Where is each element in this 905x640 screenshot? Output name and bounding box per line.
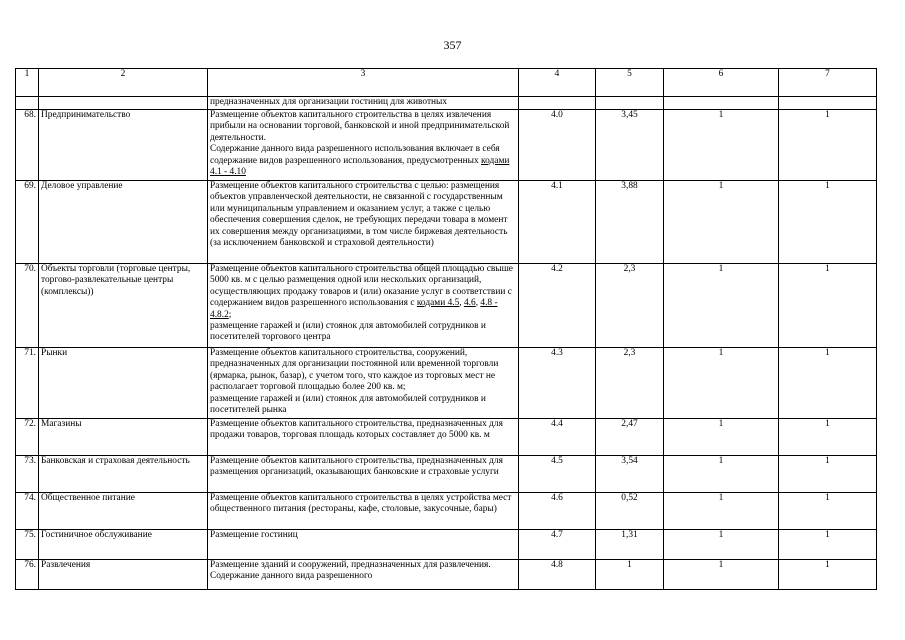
row-col7-cell: 1 xyxy=(779,493,877,530)
row-number-cell: 72. xyxy=(16,419,39,456)
row-code-cell: 4.7 xyxy=(519,530,596,560)
row-description-cell xyxy=(208,493,519,530)
table-row xyxy=(16,530,877,560)
page-number: 357 xyxy=(443,38,462,52)
description-text: , xyxy=(459,298,464,309)
row-col6-cell: 1 xyxy=(664,181,779,264)
description-text: , xyxy=(475,298,481,309)
row-col6-cell: 1 xyxy=(664,348,779,419)
continuation-row xyxy=(16,97,877,110)
column-header-7: 7 xyxy=(779,69,877,97)
code-reference-link[interactable]: кодами 4.5 xyxy=(416,298,460,309)
row-col7-cell: 1 xyxy=(779,456,877,493)
row-col6-cell: 1 xyxy=(664,456,779,493)
row-description-cell xyxy=(208,264,519,348)
row-col6-cell: 1 xyxy=(664,493,779,530)
row-coef-cell: 3,88 xyxy=(596,181,664,264)
table-row xyxy=(16,419,877,456)
table-row xyxy=(16,456,877,493)
row-name-cell: Магазины xyxy=(39,419,208,456)
row-number-cell: 71. xyxy=(16,348,39,419)
row-number-cell xyxy=(16,97,39,110)
table-row xyxy=(16,560,877,590)
row-number-cell: 73. xyxy=(16,456,39,493)
description-text: Размещение объектов капитального строительства с целью: размещения объектов управленческой деятельности, не связанной с государственным или муниципальным управлением и оказанием услуг, а также с целью обеспечения совершения сделок, не требующих передачи товара в момент их совершения между организациями, в том числе биржевая деятельность (за исключением банковской и страховой деятельности) xyxy=(210,181,508,249)
column-header-2: 2 xyxy=(39,69,208,97)
row-name-cell: Развлечения xyxy=(39,560,208,590)
row-name-cell: Общественное питание xyxy=(39,493,208,530)
row-description-cell xyxy=(208,419,519,456)
row-col6-cell: 1 xyxy=(664,419,779,456)
row-name-cell xyxy=(39,97,208,110)
row-number-cell: 75. xyxy=(16,530,39,560)
row-description-cell xyxy=(208,110,519,181)
code-reference-link[interactable]: 4.6 xyxy=(463,298,476,309)
row-col7-cell: 1 xyxy=(779,348,877,419)
code-reference-link[interactable]: 4.8 - 4.8.2 xyxy=(210,298,498,320)
row-col6-cell: 1 xyxy=(664,530,779,560)
row-coef-cell: 2,3 xyxy=(596,264,664,348)
row-coef-cell: 1,31 xyxy=(596,530,664,560)
row-description-cell xyxy=(208,181,519,264)
row-number-cell: 70. xyxy=(16,264,39,348)
row-col7-cell: 1 xyxy=(779,110,877,181)
row-description-cell: предназначенных для организации гостиниц для животных xyxy=(208,97,519,110)
row-col6-cell: 1 xyxy=(664,264,779,348)
row-col7-cell: 1 xyxy=(779,530,877,560)
column-header-6: 6 xyxy=(664,69,779,97)
description-text: ; размещение гаражей и (или) стоянок для автомобилей сотрудников и посетителей торгового центра xyxy=(210,309,486,343)
row-name-cell: Банковская и страховая деятельность xyxy=(39,456,208,493)
row-col7-cell: 1 xyxy=(779,560,877,590)
row-name-cell: Предпринимательство xyxy=(39,110,208,181)
row-coef-cell: 3,45 xyxy=(596,110,664,181)
table-row xyxy=(16,181,877,264)
row-col6-cell: 1 xyxy=(664,110,779,181)
row-coef-cell: 2,3 xyxy=(596,348,664,419)
table-row xyxy=(16,493,877,530)
row-code-cell xyxy=(519,97,596,110)
row-name-cell: Объекты торговли (торговые центры, торгово-развлекательные центры (комплексы)) xyxy=(39,264,208,348)
row-col7-cell: 1 xyxy=(779,419,877,456)
row-col7-cell: 1 xyxy=(779,181,877,264)
table-row xyxy=(16,264,877,348)
row-code-cell: 4.8 xyxy=(519,560,596,590)
description-text: Размещение объектов капитального строительства, сооружений, предназначенных для организации постоянной или временной торговли (ярмарка, рынок, базар), с учетом того, что каждое из торговых мест не располагает торговой площадью более 200 кв. м; размещение гаражей и (или) стоянок для автомобилей сотрудников и посетителей рынка xyxy=(210,348,499,416)
description-text: Размещение объектов капитального строительства, предназначенных для продажи товаров, торговая площадь которых составляет до 5000 кв. м xyxy=(210,419,503,441)
row-description-cell xyxy=(208,530,519,560)
row-code-cell: 4.2 xyxy=(519,264,596,348)
row-col7-cell xyxy=(779,97,877,110)
description-text: Размещение гостиниц xyxy=(210,530,298,540)
row-col7-cell: 1 xyxy=(779,264,877,348)
table-row xyxy=(16,348,877,419)
row-description-cell xyxy=(208,560,519,590)
row-code-cell: 4.3 xyxy=(519,348,596,419)
description-text: Размещение объектов капитального строительства, предназначенных для размещения организаций, оказывающих банковские и страховые услуги xyxy=(210,456,503,478)
land-use-table xyxy=(15,68,877,590)
code-reference-link[interactable]: кодами 4.1 - 4.10 xyxy=(210,155,510,178)
row-coef-cell: 3,54 xyxy=(596,456,664,493)
column-header-3: 3 xyxy=(208,69,519,97)
row-description-cell xyxy=(208,348,519,419)
row-col6-cell xyxy=(664,97,779,110)
row-number-cell: 76. xyxy=(16,560,39,590)
row-name-cell: Гостиничное обслуживание xyxy=(39,530,208,560)
row-code-cell: 4.4 xyxy=(519,419,596,456)
column-header-4: 4 xyxy=(519,69,596,97)
row-coef-cell: 1 xyxy=(596,560,664,590)
description-text: Размещение зданий и сооружений, предназначенных для развлечения. Содержание данного вида разрешенного xyxy=(210,560,491,582)
description-text: Размещение объектов капитального строительства в целях устройства мест общественного питания (рестораны, кафе, столовые, закусочные, бары) xyxy=(210,493,512,515)
header-row xyxy=(16,69,877,97)
row-description-cell xyxy=(208,456,519,493)
row-coef-cell: 2,47 xyxy=(596,419,664,456)
row-code-cell: 4.0 xyxy=(519,110,596,181)
row-code-cell: 4.1 xyxy=(519,181,596,264)
column-header-1: 1 xyxy=(16,69,39,97)
table-row xyxy=(16,110,877,181)
description-text: Размещение объектов капитального строительства в целях извлечения прибыли на основании торговой, банковской и иной предпринимательской деятельности. Содержание данного вида разрешенного использования включает в себя содержание видов разрешенного использования, предусмотренных xyxy=(210,110,510,166)
row-number-cell: 69. xyxy=(16,181,39,264)
row-name-cell: Рынки xyxy=(39,348,208,419)
description-text: Размещение объектов капитального строительства общей площадью свыше 5000 кв. м с целью размещения одной или нескольких организаций, осуществляющих продажу товаров и (или) оказание услуг в соответствии с содержанием видов разрешенного использования с xyxy=(210,264,513,309)
row-col6-cell: 1 xyxy=(664,560,779,590)
row-number-cell: 74. xyxy=(16,493,39,530)
row-code-cell: 4.5 xyxy=(519,456,596,493)
row-coef-cell xyxy=(596,97,664,110)
row-code-cell: 4.6 xyxy=(519,493,596,530)
row-number-cell: 68. xyxy=(16,110,39,181)
row-coef-cell: 0,52 xyxy=(596,493,664,530)
column-header-5: 5 xyxy=(596,69,664,97)
row-name-cell: Деловое управление xyxy=(39,181,208,264)
